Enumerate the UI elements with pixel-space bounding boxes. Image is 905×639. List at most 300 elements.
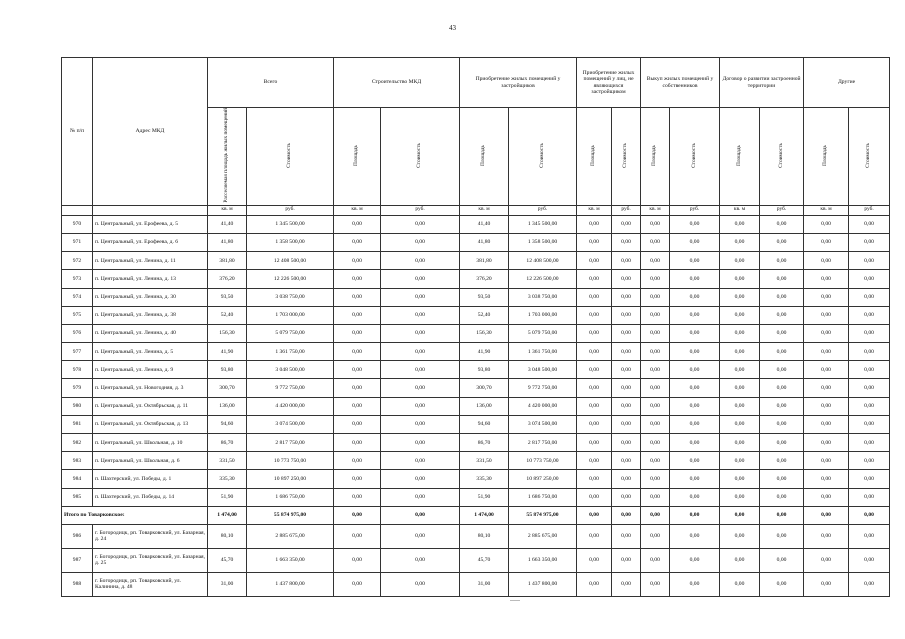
row-zero-value: 0,00 xyxy=(720,379,760,397)
unit-area: кв. м xyxy=(208,205,247,215)
row-purchase-area: 45,70 xyxy=(460,548,509,572)
row-zero-value: 0,00 xyxy=(612,470,641,488)
row-purchase-area: 376,20 xyxy=(460,270,509,288)
row-area: 136,00 xyxy=(208,397,247,415)
row-cost: 1 686 750,00 xyxy=(247,488,334,506)
subheader-cost: Стоимость xyxy=(612,108,641,206)
row-purchase-area: 93,80 xyxy=(460,361,509,379)
unit-cell-empty xyxy=(62,205,93,215)
row-number: 980 xyxy=(62,397,93,415)
row-zero-value: 0,00 xyxy=(849,488,890,506)
row-zero-value: 0,00 xyxy=(641,572,670,596)
row-zero-value: 0,00 xyxy=(641,415,670,433)
row-number: 978 xyxy=(62,361,93,379)
row-zero-value: 0,00 xyxy=(612,524,641,548)
row-address: п. Центральный, ул. Школьная, д. 6 xyxy=(93,452,208,470)
row-address: п. Центральный, ул. Ленина, д. 30 xyxy=(93,288,208,306)
row-zero-value: 0,00 xyxy=(849,361,890,379)
row-purchase-cost: 1 703 000,00 xyxy=(509,306,577,324)
row-build-area: 0,00 xyxy=(334,548,381,572)
table-row xyxy=(62,524,890,548)
row-zero-value: 0,00 xyxy=(760,324,804,342)
row-purchase-cost: 1 358 500,00 xyxy=(509,233,577,251)
row-build-area: 0,00 xyxy=(334,324,381,342)
row-zero-value: 0,00 xyxy=(804,452,849,470)
table-row xyxy=(62,324,890,342)
row-purchase-area: 52,40 xyxy=(460,306,509,324)
table-row xyxy=(62,361,890,379)
table-row xyxy=(62,397,890,415)
row-area: 31,00 xyxy=(208,572,247,596)
row-zero-value: 0,00 xyxy=(612,288,641,306)
row-build-cost: 0,00 xyxy=(381,252,460,270)
row-zero-value: 0,00 xyxy=(760,488,804,506)
row-zero-value: 0,00 xyxy=(670,306,720,324)
row-zero-value: 0,00 xyxy=(612,324,641,342)
row-area: 80,10 xyxy=(208,524,247,548)
row-build-area: 0,00 xyxy=(334,343,381,361)
row-zero-value: 0,00 xyxy=(720,252,760,270)
table-row xyxy=(62,215,890,233)
row-zero-value: 0,00 xyxy=(670,215,720,233)
total-build-area: 0,00 xyxy=(334,506,381,524)
row-zero-value: 0,00 xyxy=(720,343,760,361)
header-num: № п/п xyxy=(62,58,93,206)
row-zero-value: 0,00 xyxy=(804,215,849,233)
table-row xyxy=(62,233,890,251)
subheader-cost: Стоимость xyxy=(509,108,577,206)
row-zero-value: 0,00 xyxy=(612,233,641,251)
row-cost: 1 437 800,00 xyxy=(247,572,334,596)
table-row xyxy=(62,379,890,397)
row-build-area: 0,00 xyxy=(334,524,381,548)
row-number: 976 xyxy=(62,324,93,342)
row-purchase-area: 94,60 xyxy=(460,415,509,433)
row-address: г. Богородицк, рп. Товарковский, ул. Базарная, д. 25 xyxy=(93,548,208,572)
table-row xyxy=(62,470,890,488)
row-area: 45,70 xyxy=(208,548,247,572)
row-zero-value: 0,00 xyxy=(849,548,890,572)
row-zero-value: 0,00 xyxy=(641,379,670,397)
row-address: п. Центральный, ул. Ерофеева, д. 6 xyxy=(93,233,208,251)
row-build-area: 0,00 xyxy=(334,379,381,397)
row-zero-value: 0,00 xyxy=(641,548,670,572)
row-purchase-cost: 1 345 500,00 xyxy=(509,215,577,233)
row-build-cost: 0,00 xyxy=(381,233,460,251)
row-purchase-cost: 12 226 500,00 xyxy=(509,270,577,288)
row-zero-value: 0,00 xyxy=(612,548,641,572)
row-zero-value: 0,00 xyxy=(670,379,720,397)
row-zero-value: 0,00 xyxy=(577,379,612,397)
row-purchase-cost: 3 074 500,00 xyxy=(509,415,577,433)
row-zero-value: 0,00 xyxy=(670,361,720,379)
row-zero-value: 0,00 xyxy=(849,288,890,306)
subheader-cost: Стоимость xyxy=(247,108,334,206)
row-zero-value: 0,00 xyxy=(670,572,720,596)
row-number: 973 xyxy=(62,270,93,288)
row-build-cost: 0,00 xyxy=(381,361,460,379)
unit-area: кв. м xyxy=(720,205,760,215)
total-row xyxy=(62,506,890,524)
row-zero-value: 0,00 xyxy=(641,452,670,470)
row-zero-value: 0,00 xyxy=(804,306,849,324)
row-area: 93,80 xyxy=(208,361,247,379)
row-zero-value: 0,00 xyxy=(804,324,849,342)
row-number: 975 xyxy=(62,306,93,324)
row-cost: 1 663 350,00 xyxy=(247,548,334,572)
row-zero-value: 0,00 xyxy=(849,572,890,596)
row-purchase-cost: 3 048 500,00 xyxy=(509,361,577,379)
row-zero-value: 0,00 xyxy=(670,488,720,506)
unit-area: кв. м xyxy=(641,205,670,215)
total-zero: 0,00 xyxy=(612,506,641,524)
row-zero-value: 0,00 xyxy=(849,379,890,397)
row-purchase-area: 331,50 xyxy=(460,452,509,470)
row-cost: 3 074 500,00 xyxy=(247,415,334,433)
row-purchase-area: 136,00 xyxy=(460,397,509,415)
row-purchase-cost: 9 772 750,00 xyxy=(509,379,577,397)
row-area: 156,30 xyxy=(208,324,247,342)
table-row xyxy=(62,488,890,506)
row-address: п. Центральный, ул. Ерофеева, д. 5 xyxy=(93,215,208,233)
row-number: 977 xyxy=(62,343,93,361)
table-row xyxy=(62,452,890,470)
row-build-area: 0,00 xyxy=(334,470,381,488)
row-zero-value: 0,00 xyxy=(612,270,641,288)
scan-artifact xyxy=(510,600,520,601)
row-purchase-cost: 1 686 750,00 xyxy=(509,488,577,506)
row-zero-value: 0,00 xyxy=(577,434,612,452)
row-zero-value: 0,00 xyxy=(612,452,641,470)
row-purchase-cost: 12 408 500,00 xyxy=(509,252,577,270)
row-zero-value: 0,00 xyxy=(577,415,612,433)
units-row xyxy=(62,205,890,215)
row-zero-value: 0,00 xyxy=(720,488,760,506)
row-zero-value: 0,00 xyxy=(760,288,804,306)
row-address: п. Центральный, ул. Новогодняя, д. 3 xyxy=(93,379,208,397)
total-zero: 0,00 xyxy=(849,506,890,524)
unit-area: кв. м xyxy=(804,205,849,215)
row-zero-value: 0,00 xyxy=(849,524,890,548)
unit-cost: руб. xyxy=(670,205,720,215)
row-cost: 1 358 500,00 xyxy=(247,233,334,251)
row-zero-value: 0,00 xyxy=(804,343,849,361)
row-number: 971 xyxy=(62,233,93,251)
row-area: 86,70 xyxy=(208,434,247,452)
row-zero-value: 0,00 xyxy=(760,397,804,415)
row-zero-value: 0,00 xyxy=(760,548,804,572)
row-number: 984 xyxy=(62,470,93,488)
total-zero: 0,00 xyxy=(577,506,612,524)
unit-cost: руб. xyxy=(849,205,890,215)
row-build-area: 0,00 xyxy=(334,415,381,433)
row-zero-value: 0,00 xyxy=(760,470,804,488)
subheader-area: Площадь xyxy=(334,108,381,206)
row-address: г. Богородицк, рп. Товарковский, ул. Калинина, д. 48 xyxy=(93,572,208,596)
row-zero-value: 0,00 xyxy=(641,233,670,251)
row-zero-value: 0,00 xyxy=(670,397,720,415)
row-address: п. Центральный, ул. Школьная, д. 10 xyxy=(93,434,208,452)
row-build-area: 0,00 xyxy=(334,270,381,288)
row-zero-value: 0,00 xyxy=(760,306,804,324)
row-zero-value: 0,00 xyxy=(577,215,612,233)
total-purchase-area: 1 474,00 xyxy=(460,506,509,524)
row-build-area: 0,00 xyxy=(334,572,381,596)
row-build-cost: 0,00 xyxy=(381,379,460,397)
row-purchase-cost: 5 079 750,00 xyxy=(509,324,577,342)
table-row xyxy=(62,415,890,433)
row-zero-value: 0,00 xyxy=(760,215,804,233)
row-cost: 12 226 500,00 xyxy=(247,270,334,288)
row-zero-value: 0,00 xyxy=(641,270,670,288)
row-cost: 10 897 250,00 xyxy=(247,470,334,488)
row-zero-value: 0,00 xyxy=(804,361,849,379)
row-zero-value: 0,00 xyxy=(849,470,890,488)
row-zero-value: 0,00 xyxy=(670,252,720,270)
row-build-area: 0,00 xyxy=(334,361,381,379)
total-area: 1 474,00 xyxy=(208,506,247,524)
row-build-cost: 0,00 xyxy=(381,572,460,596)
table-row xyxy=(62,306,890,324)
unit-cost: руб. xyxy=(509,205,577,215)
row-zero-value: 0,00 xyxy=(577,452,612,470)
row-zero-value: 0,00 xyxy=(720,306,760,324)
row-zero-value: 0,00 xyxy=(804,288,849,306)
row-zero-value: 0,00 xyxy=(804,252,849,270)
row-zero-value: 0,00 xyxy=(804,270,849,288)
row-cost: 5 079 750,00 xyxy=(247,324,334,342)
row-area: 300,70 xyxy=(208,379,247,397)
total-zero: 0,00 xyxy=(670,506,720,524)
row-zero-value: 0,00 xyxy=(804,470,849,488)
row-zero-value: 0,00 xyxy=(612,572,641,596)
row-zero-value: 0,00 xyxy=(577,270,612,288)
row-zero-value: 0,00 xyxy=(612,434,641,452)
row-zero-value: 0,00 xyxy=(670,452,720,470)
row-cost: 2 885 675,00 xyxy=(247,524,334,548)
row-zero-value: 0,00 xyxy=(760,252,804,270)
row-cost: 3 048 500,00 xyxy=(247,361,334,379)
row-zero-value: 0,00 xyxy=(720,397,760,415)
row-zero-value: 0,00 xyxy=(720,415,760,433)
row-purchase-area: 156,30 xyxy=(460,324,509,342)
row-zero-value: 0,00 xyxy=(577,233,612,251)
table-row xyxy=(62,288,890,306)
unit-cost: руб. xyxy=(760,205,804,215)
row-number: 987 xyxy=(62,548,93,572)
row-purchase-cost: 1 361 750,00 xyxy=(509,343,577,361)
row-zero-value: 0,00 xyxy=(641,470,670,488)
row-number: 974 xyxy=(62,288,93,306)
row-address: п. Центральный, ул. Октябрьская, д. 11 xyxy=(93,397,208,415)
row-zero-value: 0,00 xyxy=(670,288,720,306)
subheader-area: Площадь xyxy=(720,108,760,206)
row-zero-value: 0,00 xyxy=(641,288,670,306)
row-zero-value: 0,00 xyxy=(577,324,612,342)
table-row xyxy=(62,434,890,452)
row-build-area: 0,00 xyxy=(334,452,381,470)
subheader-area: Площадь xyxy=(460,108,509,206)
row-address: п. Центральный, ул. Ленина, д. 11 xyxy=(93,252,208,270)
row-number: 982 xyxy=(62,434,93,452)
total-zero: 0,00 xyxy=(760,506,804,524)
row-cost: 1 345 500,00 xyxy=(247,215,334,233)
row-cost: 9 772 750,00 xyxy=(247,379,334,397)
row-purchase-cost: 10 773 750,00 xyxy=(509,452,577,470)
row-number: 988 xyxy=(62,572,93,596)
row-build-area: 0,00 xyxy=(334,397,381,415)
row-zero-value: 0,00 xyxy=(760,343,804,361)
row-purchase-area: 41,90 xyxy=(460,343,509,361)
total-purchase-cost: 55 874 975,00 xyxy=(509,506,577,524)
row-area: 51,90 xyxy=(208,488,247,506)
row-number: 970 xyxy=(62,215,93,233)
row-zero-value: 0,00 xyxy=(760,524,804,548)
row-zero-value: 0,00 xyxy=(804,572,849,596)
row-zero-value: 0,00 xyxy=(670,548,720,572)
row-area: 376,20 xyxy=(208,270,247,288)
row-address: г. Богородицк, рп. Товарковский, ул. Базарная, д. 24 xyxy=(93,524,208,548)
subheader-cost: Стоимость xyxy=(760,108,804,206)
row-build-cost: 0,00 xyxy=(381,215,460,233)
row-zero-value: 0,00 xyxy=(720,215,760,233)
row-purchase-cost: 1 437 800,00 xyxy=(509,572,577,596)
row-zero-value: 0,00 xyxy=(670,324,720,342)
row-zero-value: 0,00 xyxy=(670,233,720,251)
row-zero-value: 0,00 xyxy=(577,306,612,324)
subheader-area: Площадь xyxy=(804,108,849,206)
row-zero-value: 0,00 xyxy=(577,488,612,506)
row-zero-value: 0,00 xyxy=(577,361,612,379)
row-purchase-cost: 2 885 675,00 xyxy=(509,524,577,548)
row-purchase-area: 86,70 xyxy=(460,434,509,452)
row-zero-value: 0,00 xyxy=(849,306,890,324)
row-zero-value: 0,00 xyxy=(760,415,804,433)
row-zero-value: 0,00 xyxy=(612,306,641,324)
row-zero-value: 0,00 xyxy=(641,306,670,324)
row-address: п. Центральный, ул. Ленина, д. 9 xyxy=(93,361,208,379)
row-build-area: 0,00 xyxy=(334,288,381,306)
row-zero-value: 0,00 xyxy=(577,470,612,488)
row-cost: 12 408 500,00 xyxy=(247,252,334,270)
row-zero-value: 0,00 xyxy=(612,379,641,397)
row-zero-value: 0,00 xyxy=(641,397,670,415)
row-zero-value: 0,00 xyxy=(804,434,849,452)
row-zero-value: 0,00 xyxy=(641,434,670,452)
subheader-area: Площадь xyxy=(641,108,670,206)
unit-cost: руб. xyxy=(247,205,334,215)
row-zero-value: 0,00 xyxy=(612,343,641,361)
row-area: 41,80 xyxy=(208,233,247,251)
row-build-cost: 0,00 xyxy=(381,270,460,288)
header-group-purchase-developers: Приобретение жилых помещений у застройщиков xyxy=(460,58,577,108)
row-zero-value: 0,00 xyxy=(641,361,670,379)
row-zero-value: 0,00 xyxy=(641,215,670,233)
row-purchase-area: 381,80 xyxy=(460,252,509,270)
total-zero: 0,00 xyxy=(804,506,849,524)
row-number: 972 xyxy=(62,252,93,270)
row-zero-value: 0,00 xyxy=(670,470,720,488)
table-row xyxy=(62,572,890,596)
row-purchase-cost: 10 897 250,00 xyxy=(509,470,577,488)
row-purchase-cost: 3 038 750,00 xyxy=(509,288,577,306)
subheader-area-total: Расселяемая площадь жилых помещений xyxy=(208,108,247,206)
row-purchase-area: 41,40 xyxy=(460,215,509,233)
row-zero-value: 0,00 xyxy=(760,270,804,288)
row-area: 52,40 xyxy=(208,306,247,324)
total-zero: 0,00 xyxy=(641,506,670,524)
row-zero-value: 0,00 xyxy=(670,434,720,452)
header-group-purchase-others: Приобретение жилых помещений у лиц, не являющихся застройщиком xyxy=(577,58,641,108)
row-zero-value: 0,00 xyxy=(720,324,760,342)
row-build-cost: 0,00 xyxy=(381,306,460,324)
row-zero-value: 0,00 xyxy=(720,361,760,379)
subheader-cost: Стоимость xyxy=(849,108,890,206)
row-zero-value: 0,00 xyxy=(641,324,670,342)
total-label: Итого по Товарковское: xyxy=(62,506,208,524)
row-build-area: 0,00 xyxy=(334,233,381,251)
row-zero-value: 0,00 xyxy=(760,572,804,596)
row-zero-value: 0,00 xyxy=(612,252,641,270)
header-group-total: Всего xyxy=(208,58,334,108)
row-number: 981 xyxy=(62,415,93,433)
row-cost: 4 420 000,00 xyxy=(247,397,334,415)
table-row xyxy=(62,270,890,288)
row-zero-value: 0,00 xyxy=(804,379,849,397)
row-zero-value: 0,00 xyxy=(670,270,720,288)
row-zero-value: 0,00 xyxy=(612,415,641,433)
row-number: 983 xyxy=(62,452,93,470)
row-zero-value: 0,00 xyxy=(804,524,849,548)
row-area: 41,40 xyxy=(208,215,247,233)
unit-area: кв. м xyxy=(334,205,381,215)
row-purchase-area: 335,30 xyxy=(460,470,509,488)
row-number: 986 xyxy=(62,524,93,548)
row-zero-value: 0,00 xyxy=(849,452,890,470)
row-build-area: 0,00 xyxy=(334,434,381,452)
row-zero-value: 0,00 xyxy=(849,434,890,452)
row-zero-value: 0,00 xyxy=(720,524,760,548)
row-cost: 3 038 750,00 xyxy=(247,288,334,306)
table-row xyxy=(62,343,890,361)
row-zero-value: 0,00 xyxy=(577,343,612,361)
row-zero-value: 0,00 xyxy=(720,233,760,251)
header-address: Адрес МКД xyxy=(93,58,208,206)
row-zero-value: 0,00 xyxy=(760,233,804,251)
row-build-cost: 0,00 xyxy=(381,470,460,488)
row-zero-value: 0,00 xyxy=(760,379,804,397)
row-zero-value: 0,00 xyxy=(720,548,760,572)
row-zero-value: 0,00 xyxy=(641,524,670,548)
unit-area: кв. м xyxy=(577,205,612,215)
subheader-cost: Стоимость xyxy=(670,108,720,206)
row-build-cost: 0,00 xyxy=(381,415,460,433)
row-cost: 1 361 750,00 xyxy=(247,343,334,361)
row-zero-value: 0,00 xyxy=(612,488,641,506)
total-build-cost: 0,00 xyxy=(381,506,460,524)
row-zero-value: 0,00 xyxy=(720,288,760,306)
row-purchase-cost: 2 817 750,00 xyxy=(509,434,577,452)
row-purchase-area: 80,10 xyxy=(460,524,509,548)
row-build-area: 0,00 xyxy=(334,252,381,270)
row-zero-value: 0,00 xyxy=(612,361,641,379)
row-address: п. Центральный, ул. Ленина, д. 5 xyxy=(93,343,208,361)
row-purchase-cost: 1 663 350,00 xyxy=(509,548,577,572)
row-zero-value: 0,00 xyxy=(760,361,804,379)
subheader-cost: Стоимость xyxy=(381,108,460,206)
row-build-cost: 0,00 xyxy=(381,324,460,342)
row-build-cost: 0,00 xyxy=(381,452,460,470)
